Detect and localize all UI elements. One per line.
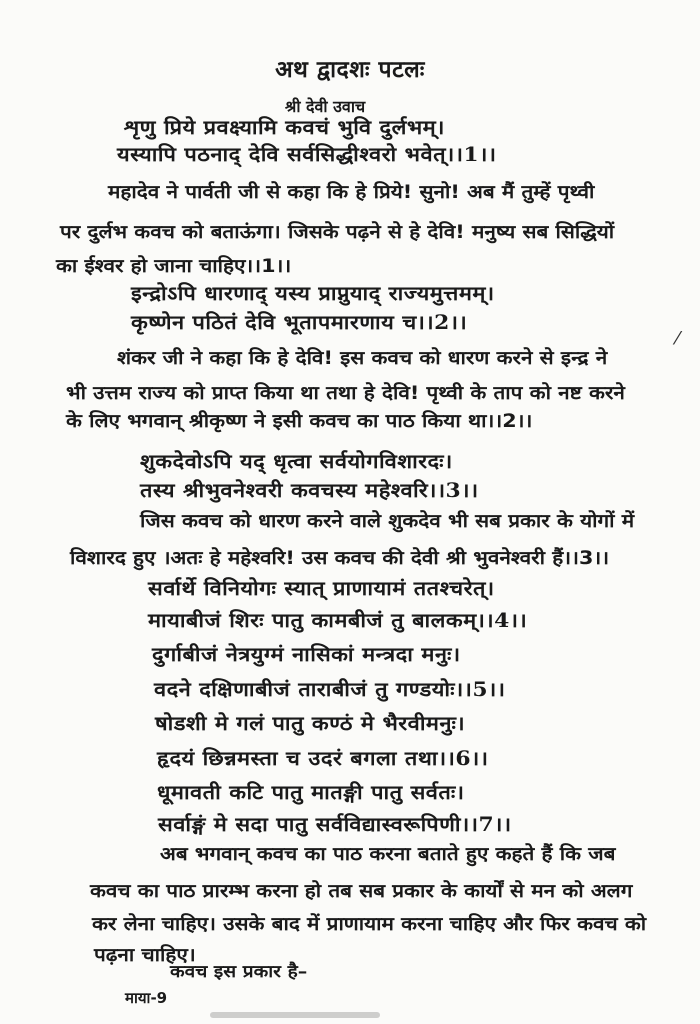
prose-line-1: महादेव ने पार्वती जी से कहा कि हे प्रिये! सुनो! अब मैं तुम्हें पृथ्वी xyxy=(108,182,595,203)
prose-line-12: पढ़ना चाहिए। xyxy=(94,945,196,966)
verse-line-6: तस्य श्रीभुवनेश्वरी कवचस्य महेश्वरि।।3।। xyxy=(140,479,479,502)
verse-line-7: सर्वार्थे विनियोगः स्यात् प्राणायामं ततश्चरेत्। xyxy=(148,577,495,600)
prose-line-3: का ईश्वर हो जाना चाहिए।।1।। xyxy=(56,256,292,277)
verse-line-9: दुर्गाबीजं नेत्रयुग्मं नासिकां मन्त्रदा मनुः। xyxy=(152,643,461,666)
prose-line-5: भी उत्तम राज्य को प्राप्त किया था तथा हे देवि! पृथ्वी के ताप को नष्ट करने xyxy=(66,383,625,404)
verse-line-5: शुकदेवोऽपि यद् धृत्वा सर्वयोगविशारदः। xyxy=(140,450,453,473)
margin-pen-mark: ⁄ xyxy=(676,328,680,349)
verse-line-4: कृष्णेन पठितं देवि भूतापमारणाय च।।2।। xyxy=(131,311,468,334)
prose-line-9: अब भगवान् कवच का पाठ करना बताते हुए कहते हैं कि जब xyxy=(160,844,616,865)
verse-line-11: षोडशी मे गलं पातु कण्ठं मे भैरवीमनुः। xyxy=(155,712,466,735)
verse-line-12: हृदयं छिन्नमस्ता च उदरं बगला तथा।।6।। xyxy=(157,747,489,770)
speaker-heading: श्री देवी उवाच xyxy=(285,97,366,116)
verse-line-2: यस्यापि पठनाद् देवि सर्वसिद्धीश्वरो भवेत्।।1।। xyxy=(117,143,497,166)
verse-line-10: वदने दक्षिणाबीजं ताराबीजं तु गण्डयोः।।5।। xyxy=(154,678,506,701)
prose-line-4: शंकर जी ने कहा कि हे देवि! इस कवच को धारण करने से इन्द्र ने xyxy=(117,348,608,369)
prose-line-2: पर दुर्लभ कवच को बताऊंगा। जिसके पढ़ने से हे देवि! मनुष्य सब सिद्धियों xyxy=(60,222,615,243)
prose-line-11: कर लेना चाहिए। उसके बाद में प्राणायाम करना चाहिए और फिर कवच को xyxy=(92,914,647,935)
verse-line-13: धूमावती कटि पातु मातङ्गी पातु सर्वतः। xyxy=(157,781,465,804)
prose-line-10: कवच का पाठ प्रारम्भ करना हो तब सब प्रकार के कार्यों से मन को अलग xyxy=(90,881,633,902)
verse-line-8: मायाबीजं शिरः पातु कामबीजं तु बालकम्।।4।। xyxy=(148,609,528,632)
closing-note: कवच इस प्रकार है– xyxy=(170,962,308,982)
verse-line-3: इन्द्रोऽपि धारणाद् यस्य प्राप्नुयाद् राज्यमुत्तमम्। xyxy=(131,282,495,305)
verse-line-1: शृणु प्रिये प्रवक्ष्यामि कवचं भुवि दुर्लभम्। xyxy=(124,116,445,139)
prose-line-6: के लिए भगवान् श्रीकृष्ण ने इसी कवच का पाठ किया था।।2।। xyxy=(66,411,533,432)
prose-line-8: विशारद हुए ।अतः हे महेश्वरि! उस कवच की देवी श्री भुवनेश्वरी हैं।।3।। xyxy=(70,548,610,569)
page-number: माया-9 xyxy=(125,989,168,1007)
prose-line-7: जिस कवच को धारण करने वाले शुकदेव भी सब प्रकार के योगों में xyxy=(140,511,635,532)
verse-line-14: सर्वाङ्गं मे सदा पातु सर्वविद्यास्वरूपिणी।।7।। xyxy=(158,813,512,836)
scan-smudge xyxy=(210,1012,380,1018)
chapter-title: अथ द्वादशः पटलः xyxy=(275,57,425,83)
